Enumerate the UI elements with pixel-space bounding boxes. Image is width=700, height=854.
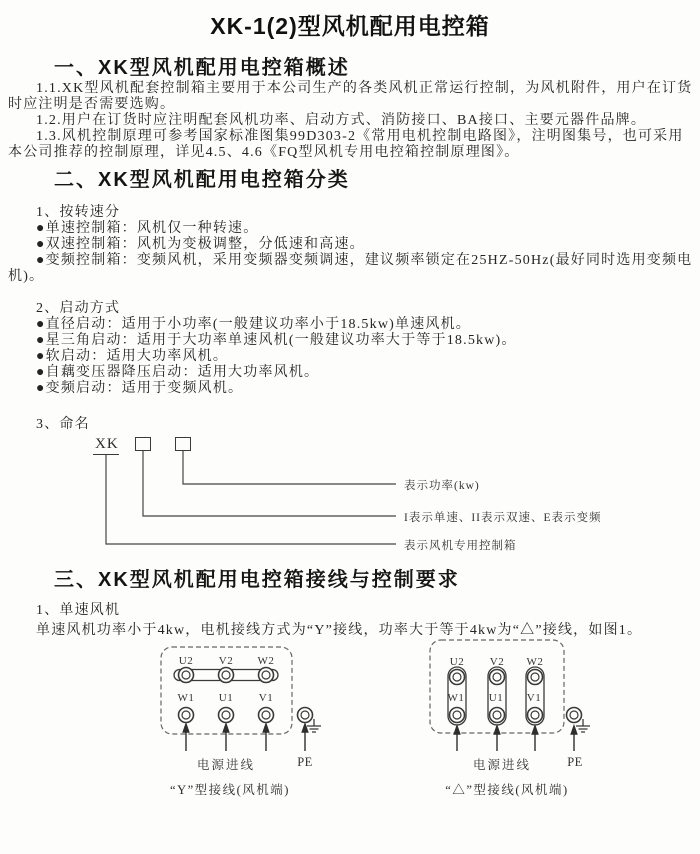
pe-label: PE [297,755,313,769]
naming-label-power: 表示功率(kw) [404,480,480,492]
paragraph-1-3: 1.3.风机控制原理可参考国家标准图集99D303-2《常用电机控制电路图》，注明图集号，也可采用本公司推荐的控制原理，详见4.5、4.6《FQ型风机专用电控箱控制原理图》。 [8,129,684,160]
bullet-double-speed: ●双速控制箱：风机为变极调整，分低速和高速。 [36,237,365,252]
pe-label: PE [567,755,583,769]
y-diagram-caption: “Y”型接线(风机端) [170,783,290,797]
terminal-label: W1 [177,692,195,704]
terminal-label: W2 [257,655,275,667]
paragraph-1-2: 1.2.用户在订货时应注明配套风机功率、启动方式、消防接口、BA接口、主要元器件品牌。 [36,113,647,128]
naming-label-speed: I表示单速、II表示双速、E表示变频 [404,512,602,524]
connector-prefix [106,455,396,544]
section1-heading: 一、XK型风机配用电控箱概述 [54,57,350,79]
terminal-label: V2 [489,656,505,668]
terminal-label: U1 [218,692,234,704]
bullet-vfd-start: ●变频启动：适用于变频风机。 [36,381,244,396]
connector-power [183,451,396,484]
terminal-label: U2 [178,655,194,667]
subsection-single-fan-title: 1、单速风机 [36,603,121,618]
y-power-arrows [183,724,308,751]
bullet-soft-start: ●软启动：适用大功率风机。 [36,349,229,364]
naming-prefix: XK [95,436,119,452]
bullet-vfd-box: ●变频控制箱：变频风机，采用变频器变频调速，建议频率锁定在25HZ-50Hz(最好同时选用变频电机)。 [8,253,693,284]
subsection-start-title: 2、启动方式 [36,301,121,316]
bullet-single-speed: ●单速控制箱：风机仅一种转速。 [36,221,259,236]
delta-wiring-diagram [425,639,640,811]
delta-power-arrows [454,726,577,751]
wiring-figure [0,639,700,811]
naming-label-prefix: 表示风机专用控制箱 [404,540,517,552]
subsection-naming-title: 3、命名 [36,417,90,432]
delta-terminals [447,670,582,723]
delta-diagram-caption: “△”型接线(风机端) [445,783,569,797]
page-title: XK-1(2)型风机配用电控箱 [210,13,490,39]
naming-connector-lines [0,433,700,561]
y-wiring-diagram [148,639,363,811]
terminal-label: W2 [526,656,544,668]
terminal-label: V1 [258,692,274,704]
terminal-label: V1 [526,692,542,704]
paragraph-1-1: 1.1.XK型风机配套控制箱主要用于本公司生产的各类风机正常运行控制，为风机附件，用户在订货时应注明是否需要选购。 [8,81,693,112]
power-inlet-label: 电源进线 [196,758,256,772]
section2-heading: 二、XK型风机配用电控箱分类 [54,169,350,191]
bullet-star-delta-start: ●星三角启动：适用于大功率单速风机(一般建议功率大于等于18.5kw)。 [36,333,517,348]
bullet-direct-start: ●直径启动：适用于小功率(一般建议功率小于18.5kw)单速风机。 [36,317,471,332]
naming-diagram [0,433,700,561]
subsection-speed-title: 1、按转速分 [36,205,121,220]
terminal-label: V2 [218,655,234,667]
section3-heading: 三、XK型风机配用电控箱接线与控制要求 [54,569,460,591]
power-inlet-label: 电源进线 [472,758,532,772]
paragraph-single-fan: 单速风机功率小于4kw，电机接线方式为“Y”接线，功率大于等于4kw为“△”接线，如图1。 [36,623,643,638]
bullet-autotransformer-start: ●自藕变压器降压启动：适用大功率风机。 [36,365,320,380]
terminal-label: U1 [488,692,504,704]
terminal-label: W1 [447,692,465,704]
terminal-label: U2 [449,656,465,668]
